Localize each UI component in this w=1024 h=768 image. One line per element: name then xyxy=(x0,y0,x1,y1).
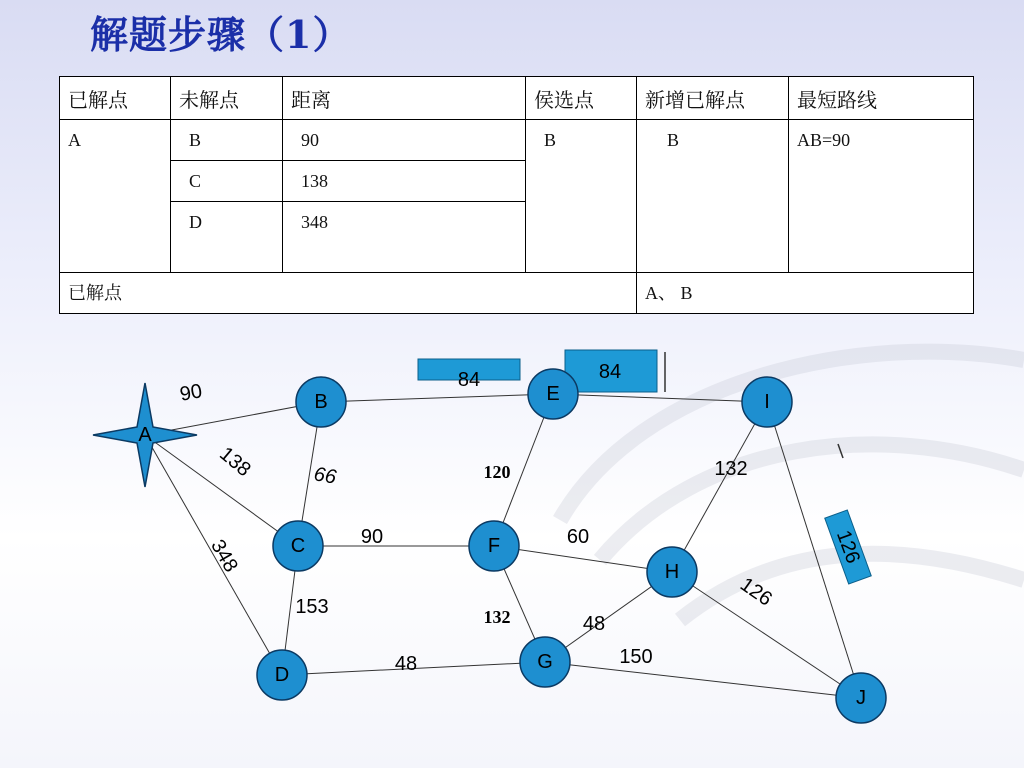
cell-distance: 348 xyxy=(283,202,526,273)
edge-weight-label: 150 xyxy=(619,646,653,668)
edge-weight-label: 120 xyxy=(483,462,511,482)
header-candidate: 侯选点 xyxy=(526,77,637,120)
header-solved: 已解点 xyxy=(60,77,171,120)
cell-newly-solved: B xyxy=(637,120,789,273)
edge-e-i xyxy=(553,394,767,402)
cell-solved-point: A xyxy=(60,120,171,273)
node-label: E xyxy=(546,383,560,405)
node-label: B xyxy=(314,391,328,413)
edge-weight-label: 48 xyxy=(582,613,606,635)
header-unsolved: 未解点 xyxy=(171,77,283,120)
edge-weight-label: 126 xyxy=(736,573,776,611)
edge-b-e xyxy=(321,394,553,402)
node-label: F xyxy=(487,535,501,557)
edge-f-h xyxy=(494,546,672,572)
cell-shortest-route: AB=90 xyxy=(789,120,974,273)
edge-weight-label: 48 xyxy=(394,653,418,675)
edge-weight-label: 153 xyxy=(295,596,329,618)
node-label: H xyxy=(664,561,680,583)
footer-label: 已解点 xyxy=(60,273,637,314)
header-distance: 距离 xyxy=(283,77,526,120)
cell-unsolved-point: C xyxy=(171,161,283,202)
cell-distance: 90 xyxy=(283,120,526,161)
cell-unsolved-point: B xyxy=(171,120,283,161)
header-newly-solved: 新增已解点 xyxy=(637,77,789,120)
node-label: D xyxy=(274,664,290,686)
edge-weight-label: 138 xyxy=(215,442,255,482)
node-label: A xyxy=(138,424,152,446)
node-label: G xyxy=(537,651,553,673)
slide-title: 解题步骤（1） xyxy=(90,12,352,57)
cell-candidate: B xyxy=(526,120,637,273)
cell-distance: 138 xyxy=(283,161,526,202)
node-label: I xyxy=(764,391,770,413)
edge-weight-label: 66 xyxy=(312,463,338,489)
edge-weight-label: 348 xyxy=(206,536,242,576)
edge-g-j xyxy=(545,662,861,698)
edge-weight-label: 90 xyxy=(360,526,384,548)
cell-unsolved-point: D xyxy=(171,202,283,273)
edge-weight-label: 90 xyxy=(178,380,204,406)
edge-weight-label: 132 xyxy=(714,458,748,480)
edge-weight-label: 132 xyxy=(483,607,511,627)
edge-weight-label: 126 xyxy=(831,527,865,567)
edge-weight-label: 84 xyxy=(598,361,622,383)
edge-weight-label: 84 xyxy=(457,369,481,391)
node-label: C xyxy=(290,535,306,557)
footer-value: A、 B xyxy=(637,273,974,314)
node-label: J xyxy=(856,687,866,709)
header-shortest-route: 最短路线 xyxy=(789,77,974,120)
edge-weight-label: 60 xyxy=(566,526,590,548)
